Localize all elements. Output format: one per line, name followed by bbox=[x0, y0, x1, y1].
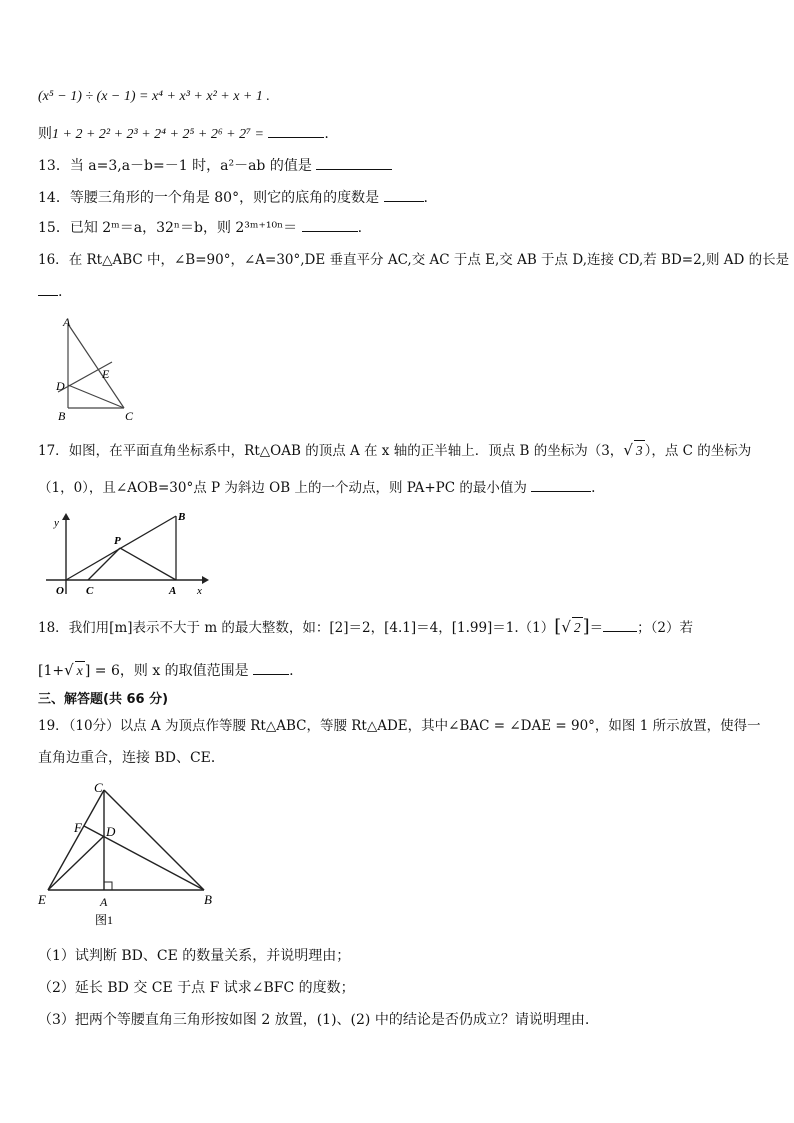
question-number: 18． bbox=[38, 620, 69, 636]
label-c: C bbox=[125, 409, 134, 423]
question-end: . bbox=[289, 663, 294, 679]
question-19 bbox=[38, 716, 761, 736]
label-e: E bbox=[102, 367, 110, 381]
label-a: A bbox=[63, 315, 71, 329]
label-b: B bbox=[178, 511, 186, 523]
question-15 bbox=[38, 218, 362, 238]
sqrt-value: x bbox=[75, 661, 85, 682]
question-text: 当 a=3,a－b=－1 时，a²－ab 的值是 bbox=[69, 158, 312, 174]
sqrt-sign: √ bbox=[561, 618, 571, 636]
sqrt-sign: √ bbox=[64, 661, 74, 679]
sum-end: . bbox=[324, 126, 329, 142]
label-c: C bbox=[86, 585, 94, 597]
question-number: 17． bbox=[38, 443, 69, 459]
question-end: . bbox=[423, 190, 428, 206]
label-f: F bbox=[74, 820, 82, 835]
sum-expression: 1 + 2 + 2² + 2³ + 2⁴ + 2⁵ + 2⁶ + 2⁷ = bbox=[52, 127, 264, 142]
label-e: E bbox=[38, 892, 46, 907]
sum-prefix: 则 bbox=[38, 126, 52, 142]
label-d: D bbox=[56, 379, 65, 393]
q17-coordinate-figure bbox=[42, 508, 212, 600]
sub-question-text: （1）试判断 BD、CE 的数量关系，并说明理由； bbox=[38, 948, 351, 964]
question-text-cont: ] = 6，则 x 的取值范围是 bbox=[84, 663, 249, 679]
question-19-sub1 bbox=[38, 946, 350, 966]
label-y-axis: y bbox=[54, 517, 59, 529]
question-end: . bbox=[357, 220, 363, 236]
division-formula: (x⁵ − 1) ÷ (x − 1) = x⁴ + x³ + x² + x + 1 . bbox=[38, 89, 270, 104]
answer-blank bbox=[531, 479, 591, 492]
question-text-cont: ），点 C 的坐标为 bbox=[644, 443, 752, 459]
figure-caption: 图1 bbox=[95, 913, 114, 927]
question-text-cont: ；（2）若 bbox=[637, 620, 693, 636]
answer-blank bbox=[316, 157, 392, 170]
question-end: . bbox=[591, 480, 596, 496]
question-number: 15． bbox=[38, 220, 70, 236]
question-19-line2 bbox=[38, 748, 225, 768]
answer-blank bbox=[253, 662, 289, 675]
question-19-sub3 bbox=[38, 1010, 589, 1030]
question-end: . bbox=[58, 284, 63, 300]
sub-question-text: （2）延长 BD 交 CE 于点 F 试求∠BFC 的度数； bbox=[38, 980, 355, 996]
question-text: 直角边重合，连接 BD、CE． bbox=[38, 750, 225, 766]
formula-line bbox=[38, 86, 270, 107]
question-17-line2 bbox=[38, 478, 595, 498]
question-number: 13． bbox=[38, 158, 70, 174]
question-number: 14． bbox=[38, 190, 70, 206]
equals-sign: ＝ bbox=[589, 620, 604, 636]
label-b: B bbox=[204, 892, 212, 907]
question-17 bbox=[38, 440, 751, 461]
question-text: （1，0），且∠AOB=30°点 P 为斜边 OB 上的一个动点，则 PA+PC 的最小值为 bbox=[38, 480, 527, 496]
label-x-axis: x bbox=[197, 585, 202, 597]
question-19-sub2 bbox=[38, 978, 355, 998]
sub-question-text: （3）把两个等腰直角三角形按如图 2 放置，(1)、(2) 中的结论是否仍成立？请说明理由. bbox=[38, 1012, 590, 1028]
q19-figure-1 bbox=[34, 778, 224, 930]
answer-blank bbox=[302, 219, 358, 232]
answer-blank bbox=[38, 283, 58, 296]
sqrt-sign: √ bbox=[623, 441, 633, 459]
question-14 bbox=[38, 188, 428, 208]
question-text: 在 Rt△ABC 中，∠B=90°，∠A=30°,DE 垂直平分 AC,交 AC 于点 E,交 AB 于点 D,连接 CD,若 BD=2,则 AD 的长是 bbox=[68, 252, 790, 268]
section-heading: 三、解答题(共 66 分) bbox=[38, 692, 169, 707]
question-13 bbox=[38, 156, 392, 176]
question-text: 等腰三角形的一个角是 80°，则它的底角的度数是 bbox=[69, 190, 380, 206]
label-c: C bbox=[94, 780, 103, 795]
answer-blank bbox=[603, 619, 637, 632]
label-a: A bbox=[169, 585, 177, 597]
label-d: D bbox=[106, 824, 116, 839]
question-text: 如图，在平面直角坐标系中，Rt△OAB 的顶点 A 在 x 轴的正半轴上．顶点 B 的坐标为（3， bbox=[68, 443, 624, 459]
bracket-open-text: [1+ bbox=[38, 663, 65, 679]
question-text: 已知 2ᵐ＝a，32ⁿ＝b，则 2³ᵐ⁺¹⁰ⁿ＝ bbox=[69, 220, 298, 236]
question-16-blank-line bbox=[38, 282, 62, 302]
label-p: P bbox=[114, 535, 121, 547]
q16-triangle-figure bbox=[50, 312, 150, 424]
question-number: 16． bbox=[38, 252, 69, 268]
question-16 bbox=[38, 250, 789, 270]
label-b: B bbox=[58, 409, 66, 423]
question-text: 我们用[m]表示不大于 m 的最大整数，如：[2]＝2，[4.1]＝4，[1.99]＝1.（1） bbox=[68, 620, 555, 636]
sum-line bbox=[38, 124, 329, 145]
sqrt-value: 3 bbox=[634, 440, 645, 461]
question-18: 18．我们用[m]表示不大于 m 的最大整数，如：[2]＝2，[4.1]＝4，[1.99]＝1.（1）[√ 2 ]＝ ；（2）若 bbox=[38, 616, 693, 637]
sqrt-value: 2 bbox=[572, 617, 583, 638]
question-text: （10分）以点 A 为顶点作等腰 Rt△ABC，等腰 Rt△ADE，其中∠BAC = ∠DAE = 90°，如图 1 所示放置，使得一 bbox=[68, 718, 761, 734]
answer-blank bbox=[268, 125, 324, 138]
label-a: A bbox=[100, 895, 108, 909]
label-o: O bbox=[56, 585, 64, 597]
answer-blank bbox=[384, 189, 424, 202]
question-number: 19． bbox=[38, 718, 69, 734]
question-18-line2 bbox=[38, 660, 294, 682]
